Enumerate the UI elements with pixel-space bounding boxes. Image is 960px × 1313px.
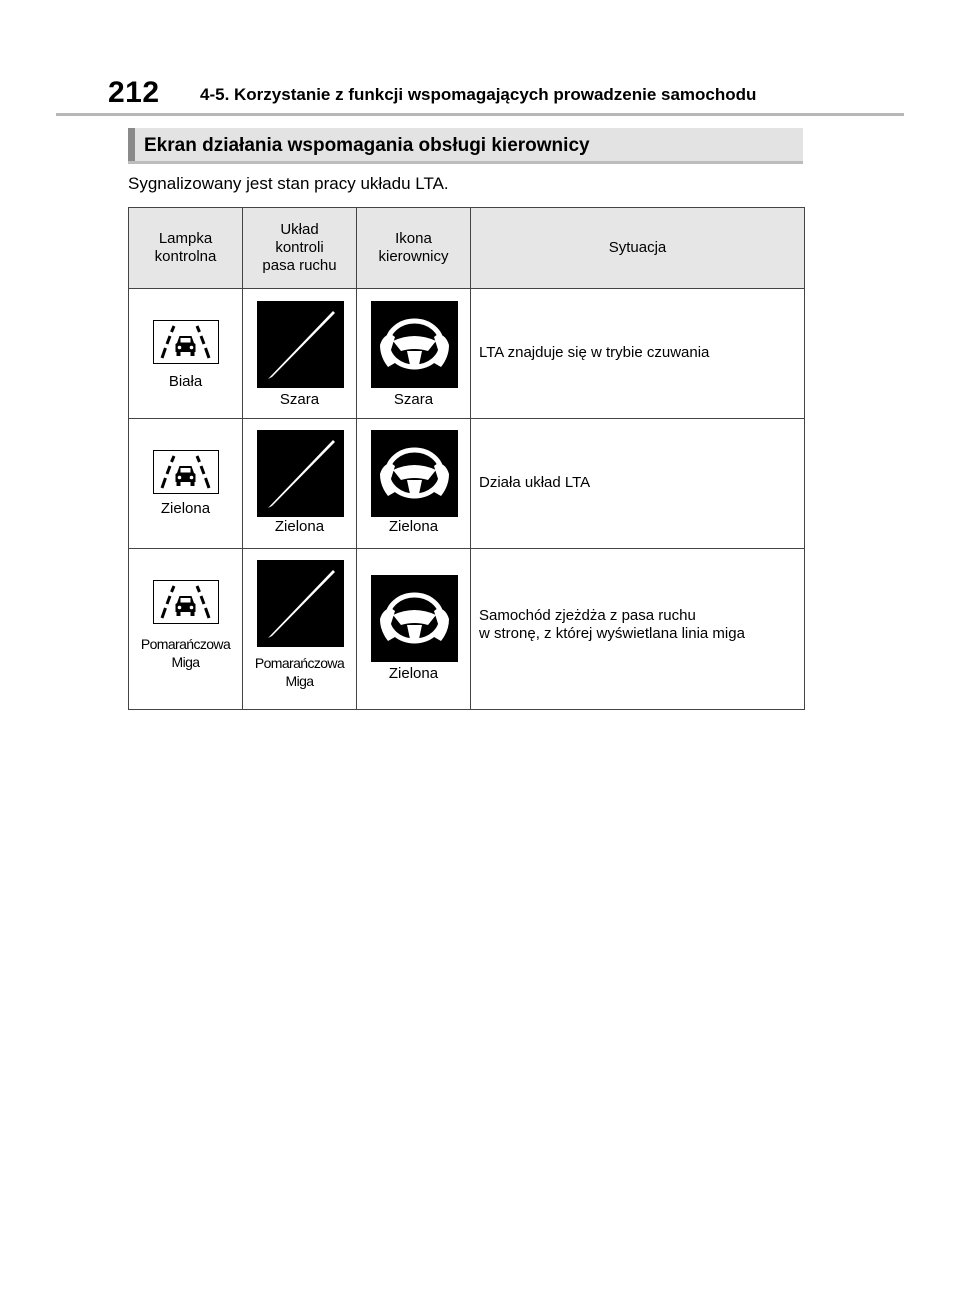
lane-tracing-assist-indicator-icon [153, 580, 219, 624]
section-heading-text: Ekran działania wspomagania obsługi kierownicy [144, 135, 590, 156]
section-heading [128, 128, 803, 164]
page-number: 212 [108, 76, 160, 109]
lamp-caption: Zielona [160, 500, 211, 517]
steering-wheel-hands-icon [371, 430, 458, 517]
situation-text: Samochód zjeżdża z pasa ruchu w stronę, z której wyświetlana linia miga [479, 607, 745, 642]
chapter-title: 4-5. Korzystanie z funkcji wspomagających prowadzenie samochodu [200, 85, 757, 104]
lane-caption: Pomarańczowa Miga [254, 655, 345, 689]
situation-text: Działa układ LTA [479, 474, 591, 491]
intro-text: Sygnalizowany jest stan pracy układu LTA. [128, 174, 449, 193]
header-lane: Układ kontroli pasa ruchu [243, 208, 357, 289]
header-situation: Sytuacja [471, 208, 805, 289]
lamp-caption: Biała [168, 373, 203, 390]
header-steer: Ikona kierownicy [357, 208, 471, 289]
steer-caption: Szara [393, 391, 434, 408]
steering-wheel-hands-icon [371, 575, 458, 662]
steer-caption: Zielona [388, 665, 439, 682]
lta-status-table [128, 207, 805, 710]
section-heading-bar [128, 128, 135, 161]
lane-line-display-icon [257, 560, 344, 647]
table-row [129, 549, 805, 710]
table-header-row [129, 208, 805, 289]
header-rule [56, 113, 904, 116]
header-lamp: Lampka kontrolna [129, 208, 243, 289]
steer-caption: Zielona [388, 518, 439, 535]
lamp-caption: Pomarańczowa Miga [140, 636, 231, 670]
lane-tracing-assist-indicator-icon [153, 320, 219, 364]
steering-wheel-hands-icon [371, 301, 458, 388]
table-row [129, 419, 805, 549]
table-row [129, 289, 805, 419]
lane-caption: Zielona [274, 518, 325, 535]
lane-line-display-icon [257, 301, 344, 388]
situation-text: LTA znajduje się w trybie czuwania [479, 344, 710, 361]
lane-caption: Szara [279, 391, 320, 408]
lane-line-display-icon [257, 430, 344, 517]
lane-tracing-assist-indicator-icon [153, 450, 219, 494]
